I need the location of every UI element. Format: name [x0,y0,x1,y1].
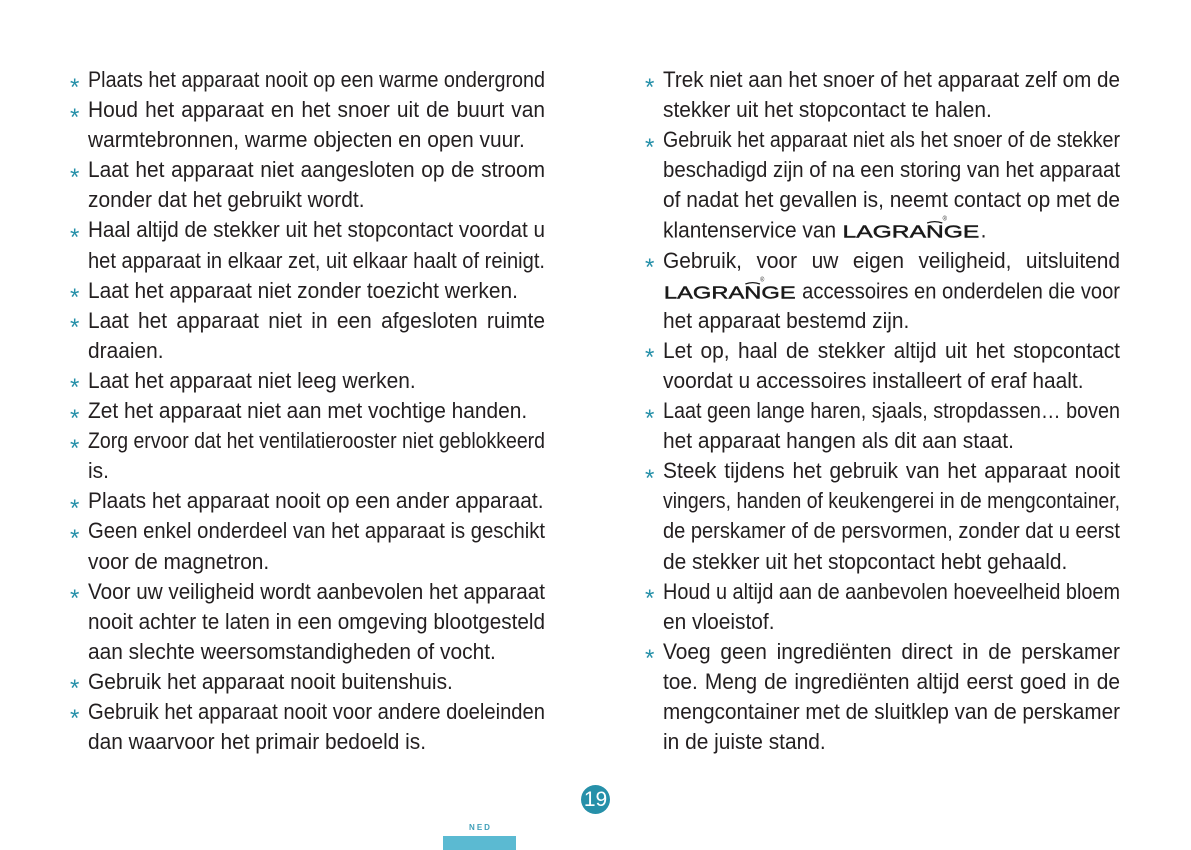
line-text: Plaats het apparaat nooit op een warme ondergrond [88,67,545,92]
text-line [88,336,545,366]
page-number: 19 [583,788,608,811]
line-segment: accessoires en onderdelen die voor [796,278,1120,304]
line-text: Houd u altijd aan de aanbevolen hoeveelheid bloem [663,578,1120,604]
text-line [663,667,1120,697]
bullet-item [645,577,1120,637]
text-line [663,547,1120,577]
registered-mark: ® [760,277,765,284]
bullet-item [70,486,545,522]
line-text: nooit achter te laten in een omgeving blootgesteld [88,608,545,634]
line-text: Laat het apparaat niet in een afgesloten ruimte [88,307,545,333]
line-text: is. [88,458,109,484]
text-line [663,95,1120,125]
text-line [663,246,1120,276]
line-text: Houd het apparaat en het snoer uit de buurt van [88,97,545,123]
asterisk-bullet-icon: * [70,434,80,462]
text-line [663,426,1120,456]
asterisk-bullet-icon: * [645,254,655,282]
line-text: beschadigd zijn of na een storing van het apparaat [663,157,1120,183]
text-line [663,577,1120,607]
text-line [88,246,545,276]
line-text: Zorg ervoor dat het ventilatierooster niet geblokkeerd [88,428,545,454]
asterisk-bullet-icon: * [70,705,80,733]
line-text: draaien. [88,337,164,363]
lagrange-logo [663,276,797,303]
asterisk-bullet-icon: * [645,344,655,372]
text-line [88,396,545,426]
bullet-item [645,336,1120,396]
bullet-item [70,516,545,576]
asterisk-bullet-icon: * [70,374,80,402]
asterisk-bullet-icon: * [70,494,80,522]
line-text: voordat u accessoires installeert of eraf haalt. [663,367,1084,393]
text-line [88,276,545,306]
asterisk-bullet-icon: * [70,103,80,131]
asterisk-bullet-icon: * [645,645,655,673]
bullet-item [70,396,545,432]
line-text: stekker uit het stopcontact te halen. [663,97,992,123]
text-line [663,637,1120,667]
bullet-item [645,637,1120,757]
line-text: Gebruik het apparaat nooit buitenshuis. [88,668,453,694]
line-text: mengcontainer met de sluitklep van de perskamer [663,698,1120,724]
bullet-item [645,65,1120,125]
bullet-item [645,246,1121,336]
text-line [88,516,545,546]
line-text: het apparaat bestemd zijn. [663,307,910,333]
line-text: warmtebronnen, warme objecten en open vuur. [88,127,525,153]
text-line [88,607,545,637]
line-text: voor de magnetron. [88,548,270,574]
text-line [88,456,545,486]
text-line [663,607,1120,637]
line-text: en vloeistof. [663,608,775,634]
line-text: het apparaat in elkaar zet, uit elkaar haalt of reinigt. [88,247,545,273]
line-text: Gebruik het apparaat nooit voor andere doeleinden [88,698,545,724]
bullet-item [70,306,545,366]
line-text [663,215,986,246]
text-line [88,306,545,336]
text-line [663,396,1120,426]
bullet-item [70,276,545,312]
line-text [663,276,1120,307]
bullet-item [70,697,545,757]
text-line [663,65,1120,95]
line-text: Laat het apparaat niet zonder toezicht werken. [88,277,518,303]
text-line [663,306,1120,336]
text-line [88,125,545,155]
line-text: Laat het apparaat niet leeg werken. [88,367,416,393]
bullet-item [645,125,1121,245]
lagrange-logo [842,215,981,243]
page-number-badge [581,785,610,814]
line-text: Voor uw veiligheid wordt aanbevolen het apparaat [88,578,545,604]
line-text: Laat het apparaat niet aangesloten op de stroom [88,157,545,183]
asterisk-bullet-icon: * [70,223,80,251]
bullet-item [70,426,545,486]
bullet-item [645,396,1120,456]
bullet-item [70,95,545,155]
line-text: Laat geen lange haren, sjaals, stropdassen… boven [663,398,1120,424]
line-text: Trek niet aan het snoer of het apparaat zelf om de [663,67,1120,92]
bullet-item [645,456,1120,576]
text-line [663,516,1120,546]
line-text: de perskamer of de persvormen, zonder dat u eerst [663,518,1120,544]
text-line [88,65,545,95]
bullet-item [70,65,545,101]
bullet-item [70,155,545,215]
line-text: de stekker uit het stopcontact hebt gehaald. [663,548,1068,574]
text-line [663,336,1120,366]
asterisk-bullet-icon: * [70,163,80,191]
asterisk-bullet-icon: * [70,585,80,613]
text-line [88,486,545,516]
bullet-item [70,366,545,402]
text-line [88,547,545,577]
text-line [663,486,1120,516]
text-line [663,125,1120,155]
text-line [663,456,1120,486]
asterisk-bullet-icon: * [70,73,80,101]
line-text: zonder dat het gebruikt wordt. [88,187,365,213]
text-line [88,366,545,396]
line-text: of nadat het gevallen is, neemt contact op met de [663,187,1121,213]
line-text: in de juiste stand. [663,729,826,755]
text-line [88,95,545,125]
line-text: Steek tijdens het gebruik van het apparaat nooit [663,458,1120,484]
asterisk-bullet-icon: * [70,404,80,432]
line-segment: . [980,217,987,243]
asterisk-bullet-icon: * [645,404,655,432]
bullet-item [70,577,545,667]
left-column [70,65,545,757]
text-line [88,185,545,215]
logo-wordmark: LAGRANGE [663,281,796,303]
logo-wordmark: LAGRANGE [842,221,980,243]
registered-mark: ® [942,216,948,224]
line-text: vingers, handen of keukengerei in de mengcontainer, [663,488,1120,514]
text-line [88,697,545,727]
asterisk-bullet-icon: * [645,464,655,492]
text-line [663,215,1120,245]
text-line [88,155,545,185]
right-column [645,65,1121,757]
asterisk-bullet-icon: * [70,524,80,552]
line-text: Gebruik het apparaat niet als het snoer of de stekker [663,127,1120,153]
line-text: aan slechte weersomstandigheden of vocht. [88,638,496,664]
text-line [663,185,1120,215]
bullet-item [70,667,545,703]
text-line [663,366,1120,396]
text-line [88,727,545,757]
text-line [663,697,1120,727]
asterisk-bullet-icon: * [645,133,655,161]
line-text: Voeg geen ingrediënten direct in de perskamer [663,638,1120,664]
line-text: het apparaat hangen als dit aan staat. [663,428,1014,454]
text-line [88,637,545,667]
line-text: Plaats het apparaat nooit op een ander apparaat. [88,488,544,514]
asterisk-bullet-icon: * [70,314,80,342]
asterisk-bullet-icon: * [645,585,655,613]
line-text: dan waarvoor het primair bedoeld is. [88,729,427,755]
line-text: toe. Meng de ingrediënten altijd eerst goed in de [663,668,1120,694]
text-line [88,426,545,456]
text-line [663,727,1120,757]
line-text: Zet het apparaat niet aan met vochtige handen. [88,398,528,424]
text-line [663,276,1120,306]
asterisk-bullet-icon: * [70,675,80,703]
line-segment: klantenservice van [663,217,842,243]
text-line [88,215,545,245]
text-line [663,155,1120,185]
asterisk-bullet-icon: * [645,73,655,101]
line-text: Haal altijd de stekker uit het stopcontact voordat u [88,217,545,243]
bullet-item [70,215,545,275]
language-tab [443,836,516,850]
asterisk-bullet-icon: * [70,284,80,312]
text-line [88,667,545,697]
text-line [88,577,545,607]
line-text: Gebruik, voor uw eigen veiligheid, uitsluitend [663,247,1121,273]
line-text: Let op, haal de stekker altijd uit het stopcontact [663,337,1120,363]
language-label: NED [469,823,492,832]
line-text: Geen enkel onderdeel van het apparaat is geschikt [88,518,545,544]
